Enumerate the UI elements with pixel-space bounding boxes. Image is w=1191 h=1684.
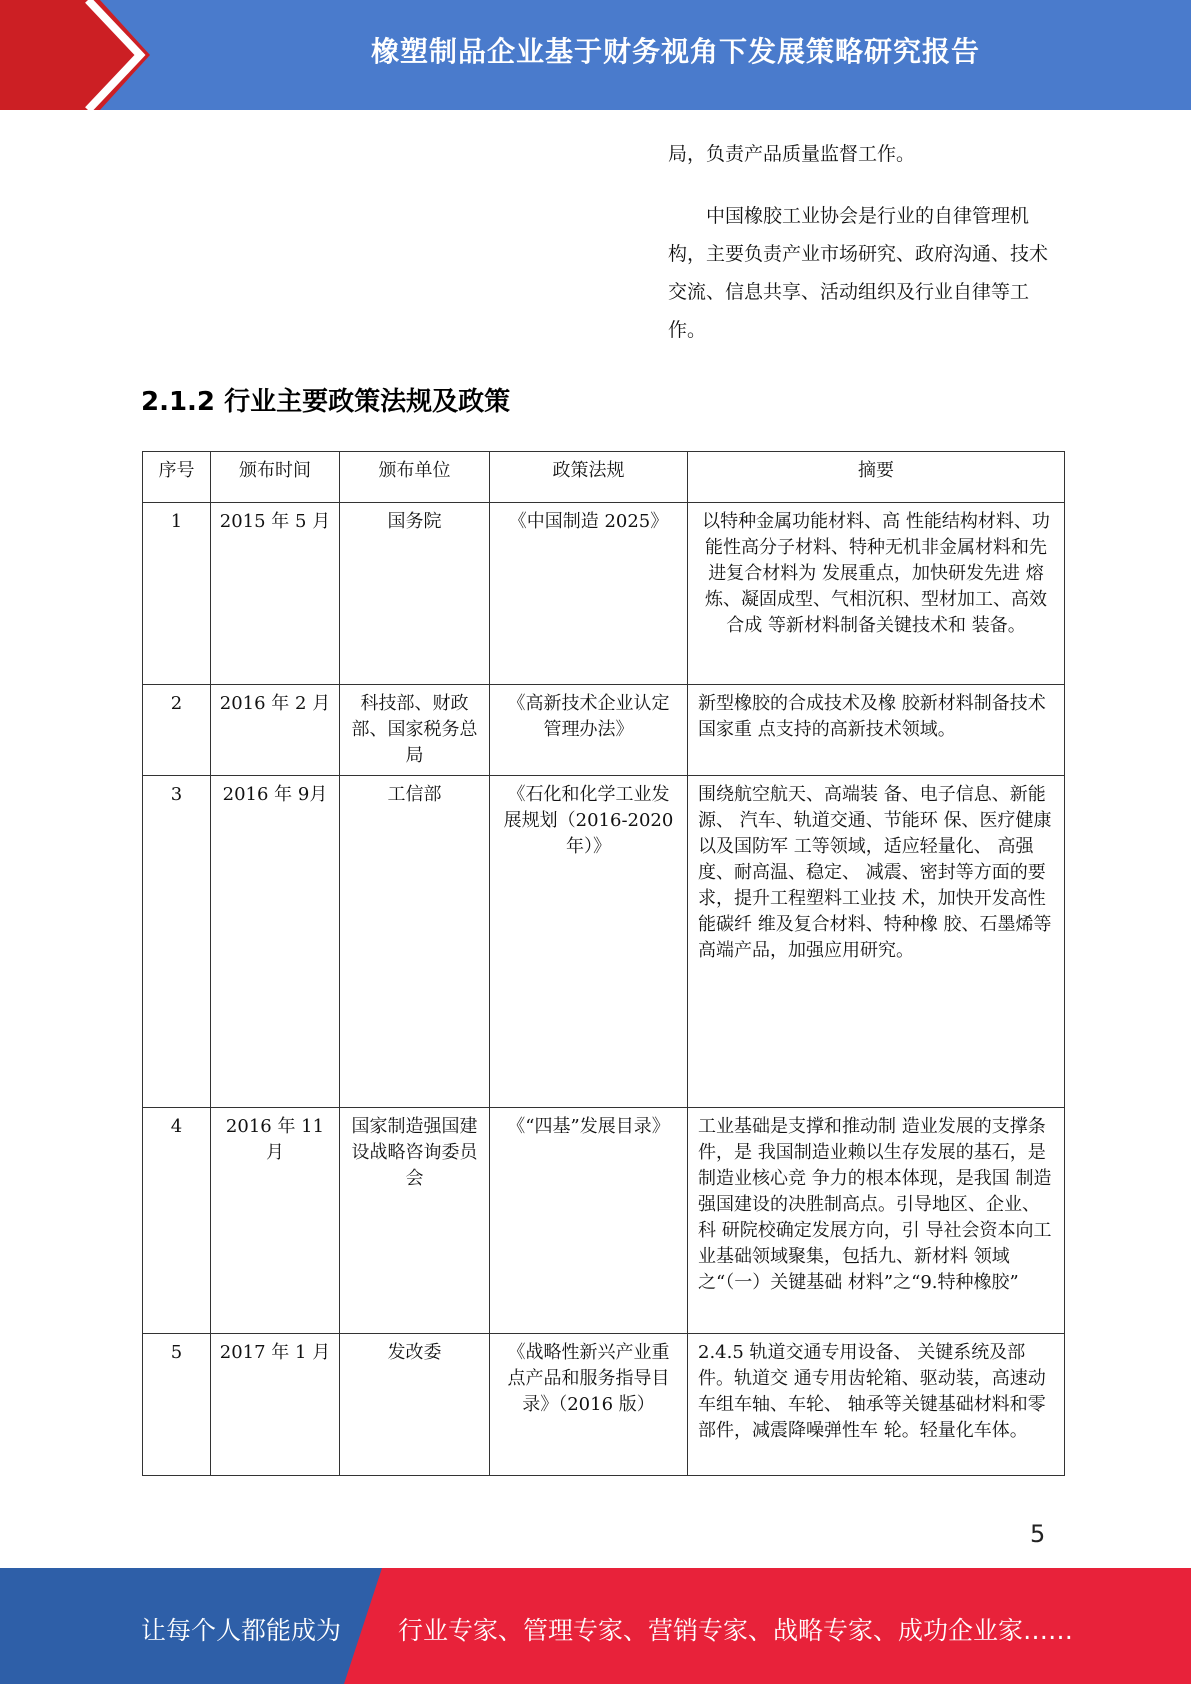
intro-paragraph-1: 局，负责产品质量监督工作。 (668, 143, 916, 165)
policy-table (142, 451, 1065, 1476)
table-row (143, 503, 1065, 685)
row-issuer: 科技部、财政部、国家税务总 局 (340, 685, 490, 776)
row-no: 3 (143, 776, 211, 1108)
row-no: 4 (143, 1108, 211, 1334)
row-issuer: 发改委 (340, 1334, 490, 1476)
row-date: 2016 年 9月 (211, 776, 340, 1108)
footer-slogan-right: 行业专家、管理专家、营销专家、战略专家、成功企业家…… (398, 1616, 1074, 1645)
header-arrow-decoration (0, 0, 150, 110)
header-no: 序号 (143, 452, 211, 503)
intro-text (668, 135, 1058, 349)
row-policy: 《高新技术企业认定 管理办法》 (490, 685, 688, 776)
row-date: 2016 年 2 月 (211, 685, 340, 776)
row-no: 1 (143, 503, 211, 685)
row-policy: 《石化和化学工业发 展规划（2016-2020 年）》 (490, 776, 688, 1108)
row-summary: 以特种金属功能材料、高 性能结构材料、功能性高分子材料、特种无机非金属材料和先进复合材料为 发展重点，加快研发先进 熔炼、凝固成型、气相沉积、型材加工、高效合成 等新材料制备关键技术和 装备。 (688, 503, 1065, 685)
row-policy: 《战略性新兴产业重 点产品和服务指导目 录》（2016 版） (490, 1334, 688, 1476)
table-header-row (143, 452, 1065, 503)
row-issuer: 国家制造强国建 设战略咨询委员 会 (340, 1108, 490, 1334)
header-issuer: 颁布单位 (340, 452, 490, 503)
row-summary: 工业基础是支撑和推动制 造业发展的支撑条件，是 我国制造业赖以生存发展的基石，是制造业核心竞 争力的根本体现，是我国 制造强国建设的决胜制高点。引导地区、企业、科 研院校确定发展方向，引 导社会资本向工业基础领域聚集，包括九、新材料 领域之“（一）关键基础 材料”之“9.特种橡胶” (688, 1108, 1065, 1334)
table-row (143, 1334, 1065, 1476)
header-summary: 摘要 (688, 452, 1065, 503)
page-number: 5 (1030, 1520, 1046, 1548)
section-heading: 2.1.2 行业主要政策法规及政策 (141, 387, 511, 417)
row-summary: 2.4.5 轨道交通专用设备、 关键系统及部件。轨道交 通专用齿轮箱、驱动装，高速动车组车轴、车轮、 轴承等关键基础材料和零 部件，减震降噪弹性车 轮。轻量化车体。 (688, 1334, 1065, 1476)
row-date: 2015 年 5 月 (211, 503, 340, 685)
footer-slogan-left: 让每个人都能成为 (141, 1616, 342, 1645)
intro-paragraph-2: 中国橡胶工业协会是行业的自律管理机构，主要负责产业市场研究、政府沟通、技术交流、信息共享、活动组织及行业自律等工作。 (668, 205, 1049, 341)
row-summary: 围绕航空航天、高端装 备、电子信息、新能源、 汽车、轨道交通、节能环 保、医疗健康以及国防军 工等领域，适应轻量化、 高强度、耐高温、稳定、 减震、密封等方面的要 求，提升工程塑料工业技 术，加快开发高性能碳纤 维及复合材料、特种橡 胶、石墨烯等高端产品，加强应用研究。 (688, 776, 1065, 1108)
row-no: 2 (143, 685, 211, 776)
row-summary: 新型橡胶的合成技术及橡 胶新材料制备技术国家重 点支持的高新技术领域。 (688, 685, 1065, 776)
table-row (143, 1108, 1065, 1334)
row-date: 2017 年 1 月 (211, 1334, 340, 1476)
row-issuer: 工信部 (340, 776, 490, 1108)
row-issuer: 国务院 (340, 503, 490, 685)
table-row (143, 776, 1065, 1108)
report-title: 橡塑制品企业基于财务视角下发展策略研究报告 (370, 35, 980, 68)
row-no: 5 (143, 1334, 211, 1476)
header-policy: 政策法规 (490, 452, 688, 503)
row-policy: 《中国制造 2025》 (490, 503, 688, 685)
table-row (143, 685, 1065, 776)
row-date: 2016 年 11 月 (211, 1108, 340, 1334)
row-policy: 《“四基”发展目录》 (490, 1108, 688, 1334)
header-date: 颁布时间 (211, 452, 340, 503)
